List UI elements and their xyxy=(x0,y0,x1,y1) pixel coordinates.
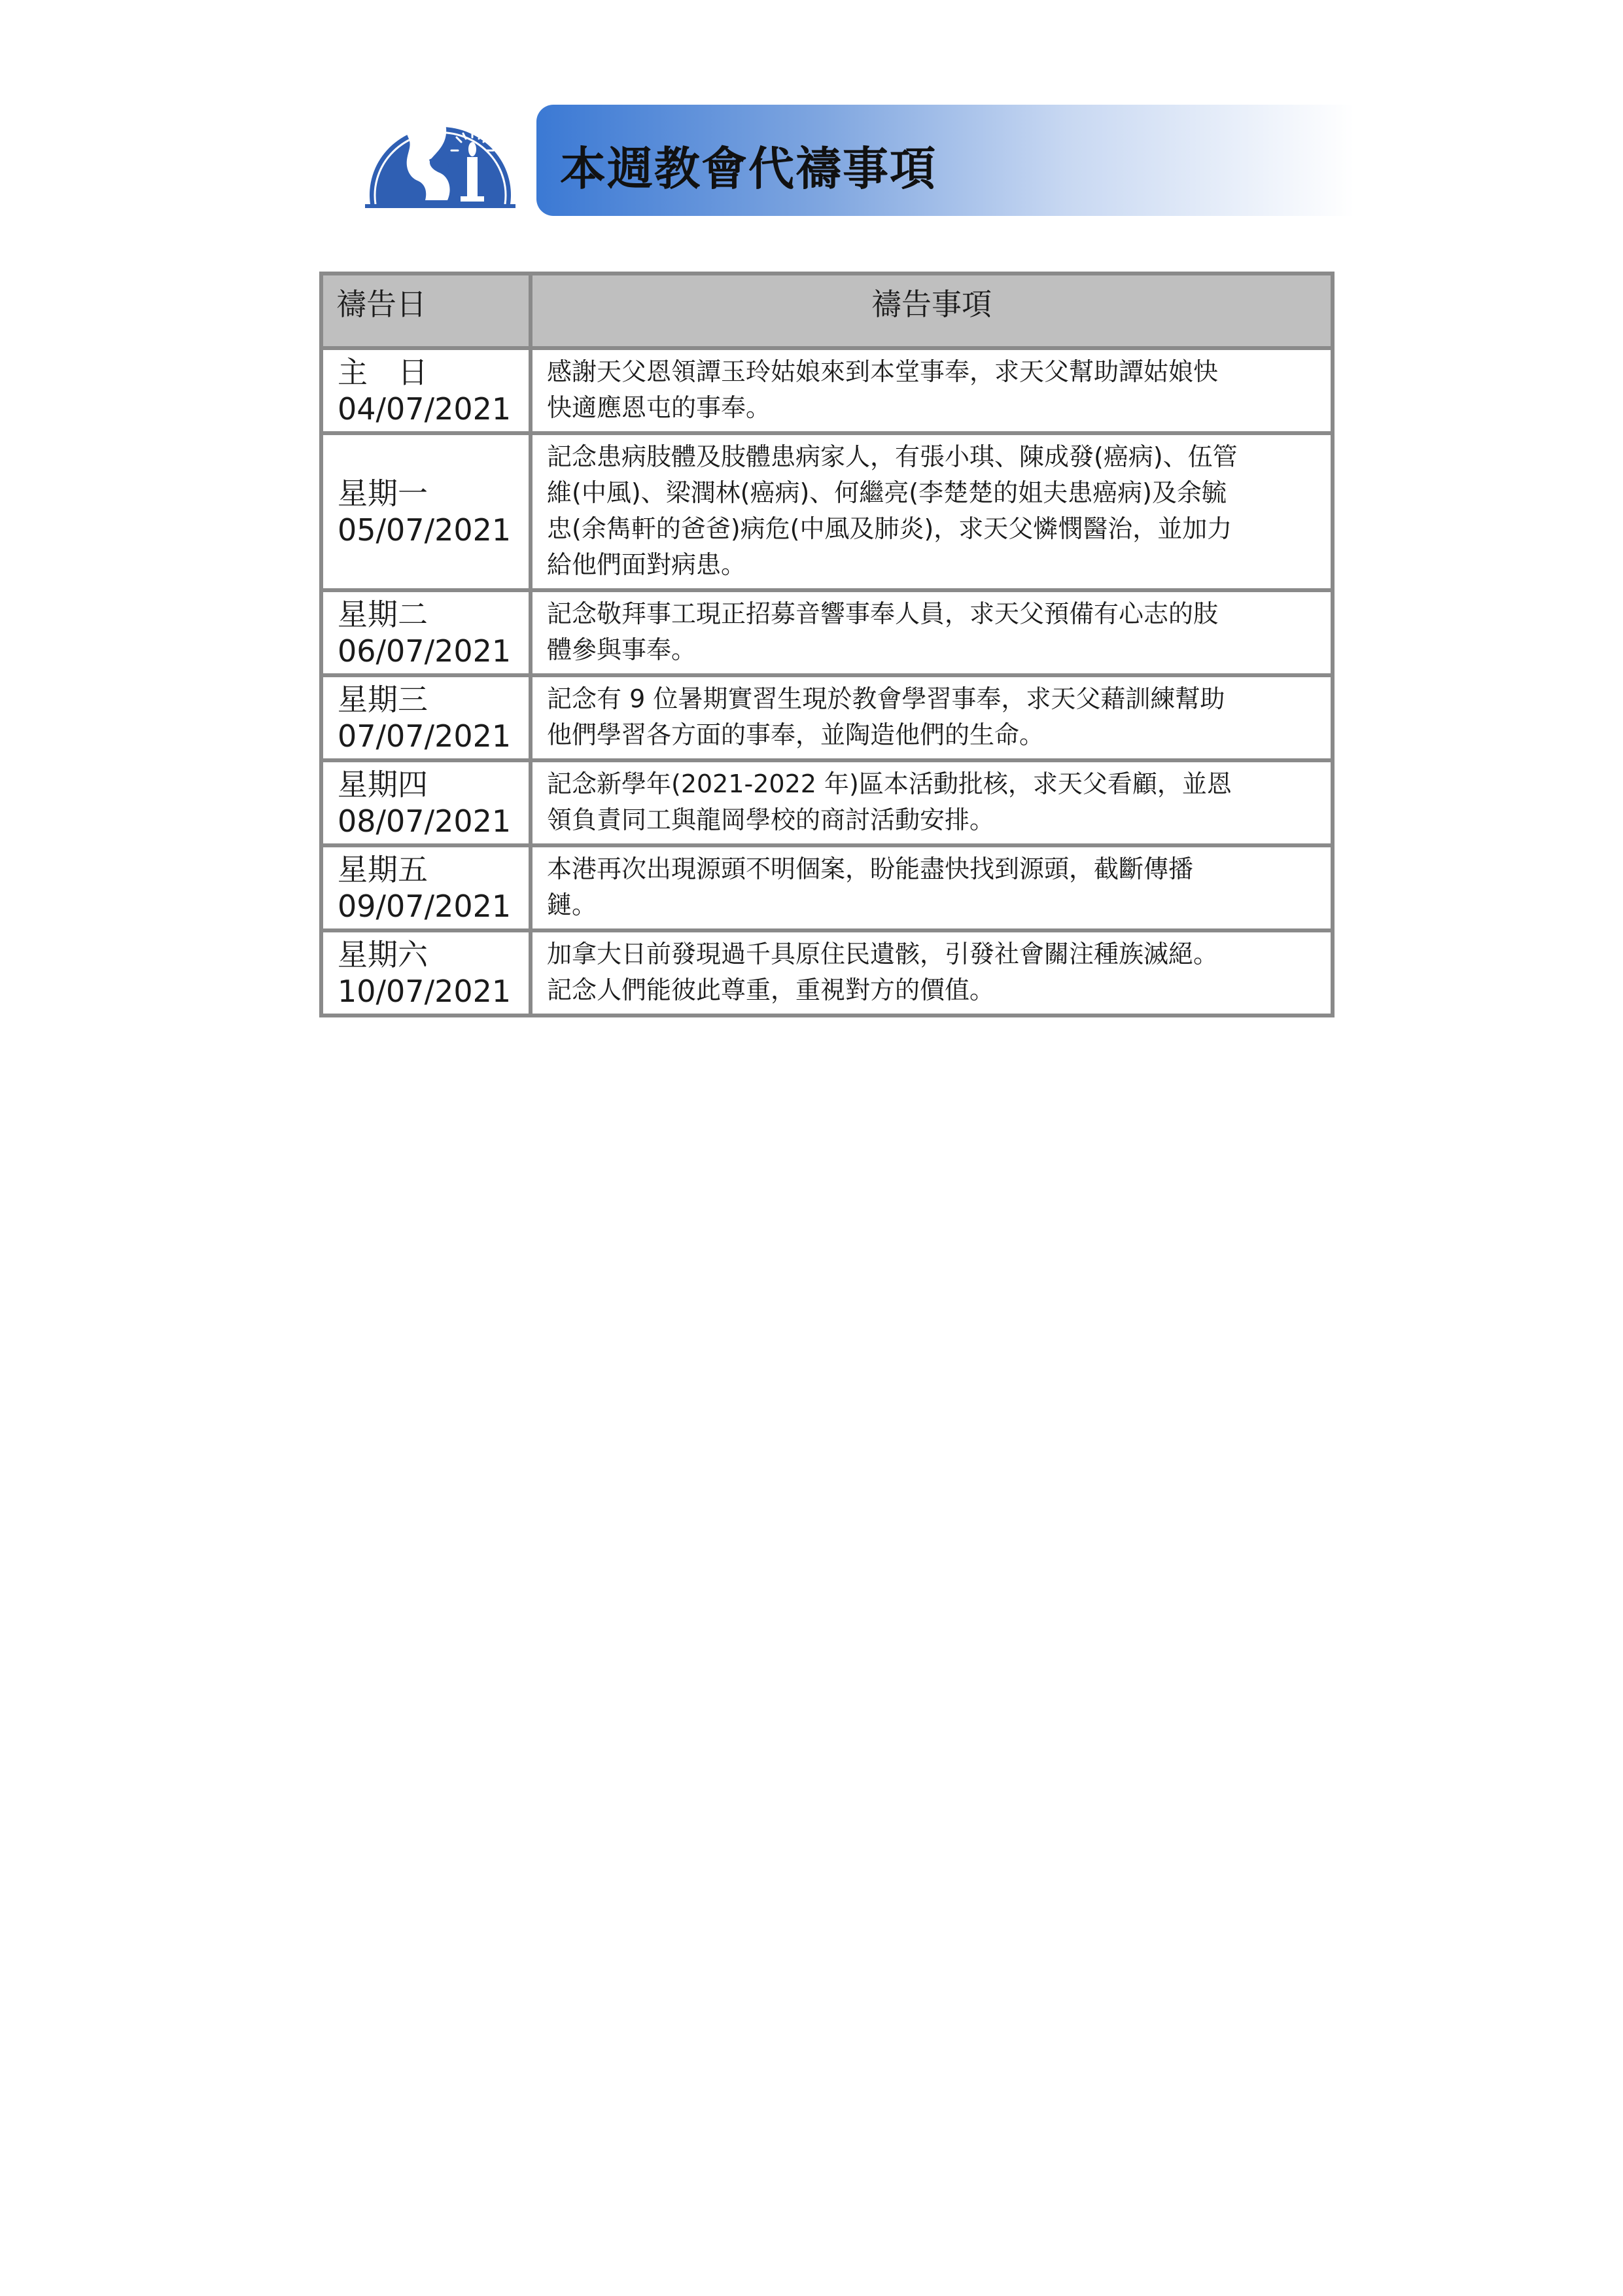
weekday-label: 星期六 xyxy=(338,937,428,972)
prayer-text-line: 忠(余雋軒的爸爸)病危(中風及肺炎)，求天父憐憫醫治，並加力 xyxy=(547,514,1232,543)
prayer-text-line: 記念新學年(2021-2022 年)區本活動批核，求天父看顧，並恩 xyxy=(547,769,1232,798)
prayer-text-line: 感謝天父恩領譚玉玲姑娘來到本堂事奉，求天父幫助譚姑娘快 xyxy=(547,357,1219,386)
weekday-label: 星期一 xyxy=(338,476,428,511)
prayer-text-line: 本港再次出現源頭不明個案，盼能盡快找到源頭，截斷傳播 xyxy=(547,855,1194,883)
date-label: 04/07/2021 xyxy=(338,391,512,427)
prayer-text-line: 體參與事奉。 xyxy=(547,635,697,664)
page-title: 本週教會代禱事項 xyxy=(560,142,937,196)
prayer-item-cell xyxy=(531,675,1333,760)
table-row xyxy=(321,760,1333,845)
prayer-text-line: 記念患病肢體及肢體患病家人，有張小琪、陳成發(癌病)、伍管 xyxy=(547,442,1238,471)
header-prayer-day: 禱告日 xyxy=(321,274,531,348)
weekday-label: 星期五 xyxy=(338,852,428,887)
date-label: 05/07/2021 xyxy=(338,512,512,548)
weekday-label: 主 日 xyxy=(338,355,428,390)
prayer-item-cell xyxy=(531,760,1333,845)
day-cell xyxy=(321,845,531,930)
table-row xyxy=(321,675,1333,760)
day-cell xyxy=(321,760,531,845)
table-row xyxy=(321,348,1333,433)
prayer-item-cell xyxy=(531,845,1333,930)
weekday-label: 星期二 xyxy=(338,597,428,632)
prayer-text-line: 給他們面對病患。 xyxy=(547,550,746,579)
date-label: 10/07/2021 xyxy=(338,974,512,1009)
table-header-row xyxy=(321,274,1333,348)
prayer-item-cell xyxy=(531,433,1333,590)
date-label: 08/07/2021 xyxy=(338,804,512,839)
prayer-text-line: 維(中風)、梁潤林(癌病)、何繼亮(李楚楚的姐夫患癌病)及余毓 xyxy=(547,478,1227,507)
table-row xyxy=(321,930,1333,1016)
header-prayer-item: 禱告事項 xyxy=(531,274,1333,348)
prayer-text-line: 鏈。 xyxy=(547,891,597,919)
prayer-text-line: 記念有 9 位暑期實習生現於教會學習事奉，求天父藉訓練幫助 xyxy=(547,684,1225,713)
day-cell xyxy=(321,590,531,675)
prayer-text-line: 領負責同工與龍岡學校的商討活動安排。 xyxy=(547,805,995,834)
date-label: 09/07/2021 xyxy=(338,889,512,924)
prayer-item-cell xyxy=(531,930,1333,1016)
weekday-label: 星期三 xyxy=(338,682,428,717)
prayer-text-line: 快適應恩屯的事奉。 xyxy=(547,393,771,422)
day-cell xyxy=(321,675,531,760)
prayer-item-cell xyxy=(531,590,1333,675)
prayer-text-line: 記念人們能彼此尊重，重視對方的價值。 xyxy=(547,976,995,1004)
date-label: 06/07/2021 xyxy=(338,633,512,669)
day-cell xyxy=(321,348,531,433)
table-row xyxy=(321,590,1333,675)
prayer-text-line: 他們學習各方面的事奉，並陶造他們的生命。 xyxy=(547,720,1045,749)
title-banner xyxy=(536,105,1354,216)
table-row xyxy=(321,433,1333,590)
day-cell xyxy=(321,930,531,1016)
prayer-text-line: 加拿大日前發現過千具原住民遺骸，引發社會關注種族滅絕。 xyxy=(547,940,1219,968)
date-label: 07/07/2021 xyxy=(338,718,512,754)
prayer-item-cell xyxy=(531,348,1333,433)
weekday-label: 星期四 xyxy=(338,767,428,802)
church-logo-icon xyxy=(365,92,515,211)
table-row xyxy=(321,845,1333,930)
day-cell xyxy=(321,433,531,590)
prayer-table xyxy=(319,272,1335,1017)
prayer-text-line: 記念敬拜事工現正招募音響事奉人員，求天父預備有心志的肢 xyxy=(547,599,1219,628)
